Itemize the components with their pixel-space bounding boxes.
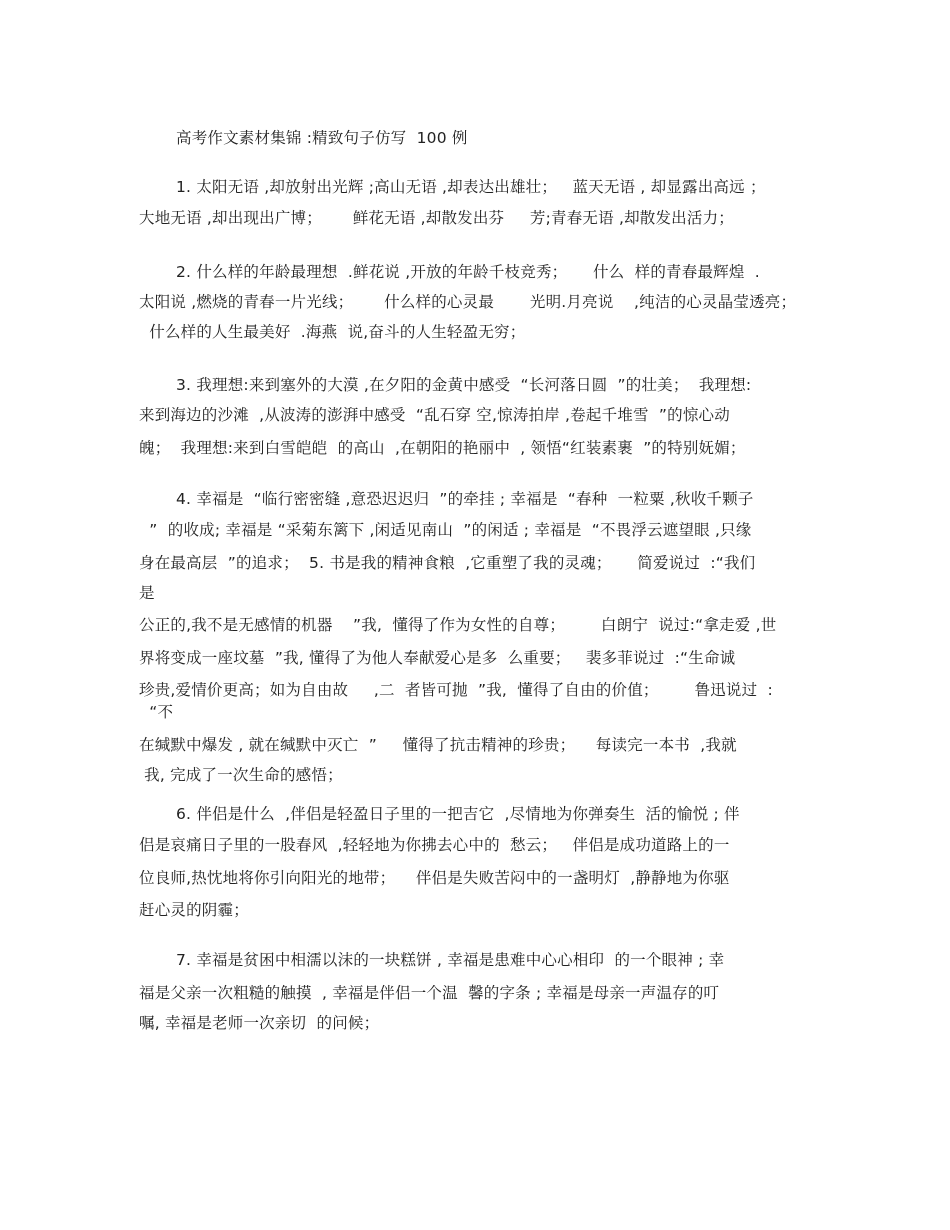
paragraph-2-line-1: 2. 什么样的年龄最理想 .鲜花说 ,开放的年龄千枝竞秀； 什么 样的青春最辉煌 .	[176, 263, 760, 281]
paragraph-4-line-7: 珍贵,爱情价更高；如为自由故 ,二 者皆可抛 ”我, 懂得了自由的价值； 鲁迅说过 :	[139, 681, 773, 699]
paragraph-4-line-9: 在缄默中爆发 , 就在缄默中灭亡 ” 懂得了抗击精神的珍贵； 每读完一本书 ,我就	[139, 736, 737, 754]
paragraph-6-line-4: 赶心灵的阴霾；	[139, 901, 249, 919]
paragraph-4-line-5: 公正的,我不是无感情的机器 ”我, 懂得了作为女性的自尊； 白朗宁 说过:“拿走爱 ,世	[139, 616, 777, 634]
paragraph-4-line-6: 界将变成一座坟墓 ”我, 懂得了为他人奉献爱心是多 么重要； 裴多菲说过 :“生命诚	[139, 649, 736, 667]
paragraph-3-line-3: 魄； 我理想:来到白雪皑皑 的高山 ,在朝阳的艳丽中 , 领悟“红装素裹 ”的特别妩媚；	[139, 439, 746, 457]
paragraph-6-line-1: 6. 伴侣是什么 ,伴侣是轻盈日子里的一把吉它 ,尽情地为你弹奏生 活的愉悦 ; 伴	[176, 805, 740, 823]
paragraph-3-line-1: 3. 我理想:来到塞外的大漠 ,在夕阳的金黄中感受 “长河落日圆 ”的壮美； 我理想:	[176, 376, 752, 394]
paragraph-4-line-4: 是	[139, 584, 155, 602]
paragraph-3-line-2: 来到海边的沙滩 ,从波涛的澎湃中感受 “乱石穿 空,惊涛拍岸 ,卷起千堆雪 ”的惊心动	[139, 406, 730, 424]
paragraph-4-line-2: ” 的收成; 幸福是 “采菊东篱下 ,闲适见南山 ”的闲适 ; 幸福是 “不畏浮云遮望眼 ,只缘	[139, 521, 752, 539]
paragraph-1-line-1: 1. 太阳无语 ,却放射出光辉 ;高山无语 ,却表达出雄壮； 蓝天无语 , 却显露出高远 ；	[176, 178, 766, 196]
paragraph-2-line-2: 太阳说 ,燃烧的青春一片光线； 什么样的心灵最 光明.月亮说 ,纯洁的心灵晶莹透亮；	[139, 293, 797, 311]
paragraph-1-line-2: 大地无语 ,却出现出广博； 鲜花无语 ,却散发出芬 芳;青春无语 ,却散发出活力；	[139, 209, 734, 227]
paragraph-4-line-3: 身在最高层 ”的追求； 5. 书是我的精神食粮 ,它重塑了我的灵魂； 简爱说过 :“我们	[139, 554, 756, 572]
paragraph-7-line-3: 嘱, 幸福是老师一次亲切 的问候；	[139, 1014, 380, 1032]
paragraph-6-line-2: 侣是哀痛日子里的一股春风 ,轻轻地为你拂去心中的 愁云； 伴侣是成功道路上的一	[139, 836, 730, 854]
paragraph-4-line-8: “不	[139, 703, 174, 721]
paragraph-4-line-1: 4. 幸福是 “临行密密缝 ,意恐迟迟归 ”的牵挂 ; 幸福是 “春种 一粒粟 ,秋收千颗子	[176, 490, 754, 508]
paragraph-7-line-2: 福是父亲一次粗糙的触摸 , 幸福是伴侣一个温 馨的字条 ; 幸福是母亲一声温存的叮	[139, 984, 720, 1002]
paragraph-7-line-1: 7. 幸福是贫困中相濡以沫的一块糕饼 , 幸福是患难中心心相印 的一个眼神 ; 幸	[176, 951, 725, 969]
paragraph-4-line-10: 我, 完成了一次生命的感悟；	[139, 766, 343, 784]
paragraph-2-line-3: 什么样的人生最美好 .海燕 说,奋斗的人生轻盈无穷；	[139, 323, 526, 341]
paragraph-6-line-3: 位良师,热忱地将你引向阳光的地带； 伴侣是失败苦闷中的一盏明灯 ,静静地为你驱	[139, 869, 730, 887]
document-title: 高考作文素材集锦 :精致句子仿写 100 例	[176, 129, 468, 147]
